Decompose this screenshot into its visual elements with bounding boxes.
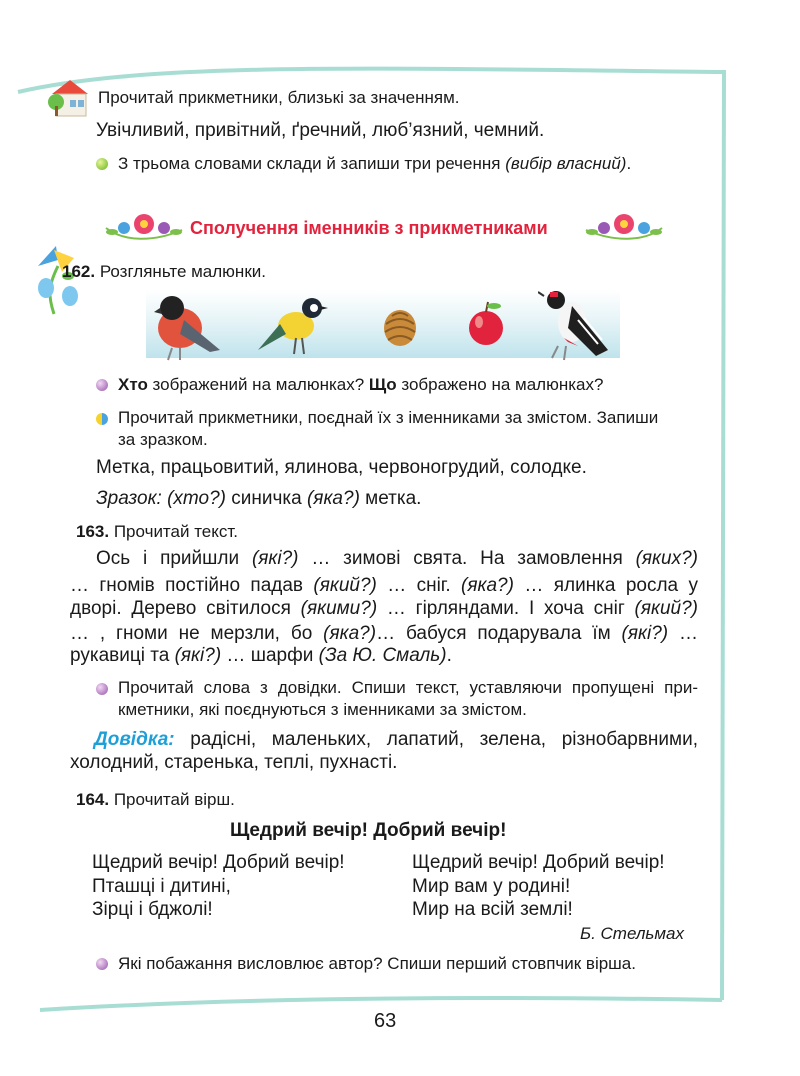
exercise-163-text-line2: … гномів постійно падав (який?) … сніг. (яка?) … ялинка росла у [70, 575, 698, 596]
poem-title: Щедрий вечір! Добрий вечір! [230, 820, 507, 841]
poem-column-1-line3: Зірці і бджолі! [92, 899, 213, 920]
tit-icon [256, 292, 330, 358]
woodpecker-icon [538, 286, 622, 364]
exercise-163-text-line1: Ось і прийшли (які?) … зимові свята. На замовлення (яких?) [96, 548, 698, 569]
poem-column-1-line1: Щедрий вечір! Добрий вечір! [92, 852, 345, 873]
apple-icon [466, 298, 508, 348]
poem-column-2-line2: Мир вам у родині! [412, 876, 571, 897]
exercise-163-reference-line2: холодний, старенька, теплі, пухнасті. [70, 752, 398, 773]
poem-author: Б. Стельмах [580, 924, 684, 943]
floral-ornament-left-icon [104, 208, 184, 244]
exercise-162-task-line1: Прочитай прикметники, поєднай їх з іменниками за змістом. Запиши [118, 408, 659, 427]
pine-cone-icon [380, 304, 420, 348]
section-title: Сполучення іменників з прикметниками [190, 218, 548, 238]
intro-words: Увічливий, привітний, ґречний, люб’язний, чемний. [96, 120, 545, 141]
poem-column-2-line3: Мир на всій землі! [412, 899, 573, 920]
exercise-162-header: 162. Розгляньте малюнки. [62, 262, 266, 281]
bullfinch-icon [150, 290, 224, 362]
exercise-162-sample: Зразок: (хто?) синичка (яка?) метка. [96, 488, 422, 509]
exercise-164-task: Які побажання висловлює автор? Спиши перший стовпчик вірша. [118, 954, 636, 973]
bullet-icon [96, 413, 108, 425]
exercise-164-header: 164. Прочитай вірш. [76, 790, 235, 809]
exercise-162-task-line2: за зразком. [118, 430, 208, 449]
page-number: 63 [374, 1010, 397, 1032]
bullet-icon [96, 958, 108, 970]
exercise-163-task-line2: кметники, які поєднуються з іменниками за змістом. [118, 700, 527, 719]
poem-column-2-line1: Щедрий вечір! Добрий вечір! [412, 852, 665, 873]
bullet-icon [96, 158, 108, 170]
exercise-163-text-line5: рукавиці та (які?) … шарфи (За Ю. Смаль). [70, 645, 452, 666]
exercise-163-text-line4: … , гноми не мерзли, бо (яка?)… бабуся подарувала їм (які?) … [70, 623, 699, 644]
floral-ornament-right-icon [584, 208, 664, 244]
poem-column-1-line2: Пташці і дитині, [92, 876, 231, 897]
intro-instruction: Прочитай прикметники, близькі за значенням. [98, 88, 460, 107]
bullet-icon [96, 379, 108, 391]
intro-task: З трьома словами склади й запиши три речення (вибір власний). [118, 154, 632, 173]
exercise-162-words: Метка, працьовитий, ялинова, червоногрудий, солодке. [96, 457, 587, 478]
exercise-163-task-line1: Прочитай слова з довідки. Спиши текст, уставляючи пропущені при- [118, 678, 698, 697]
exercise-163-reference-line1: Довідка: радісні, маленьких, лапатий, зелена, різнобарвними, [94, 729, 698, 750]
exercise-162-question: Хто зображений на малюнках? Що зображено на малюнках? [118, 375, 604, 394]
exercise-163-header: 163. Прочитай текст. [76, 522, 239, 541]
exercise-163-text-line3: дворі. Дерево світилося (якими?) … гірляндами. І хоча сніг (який?) [70, 598, 698, 619]
bullet-icon [96, 683, 108, 695]
house-icon [46, 76, 92, 118]
